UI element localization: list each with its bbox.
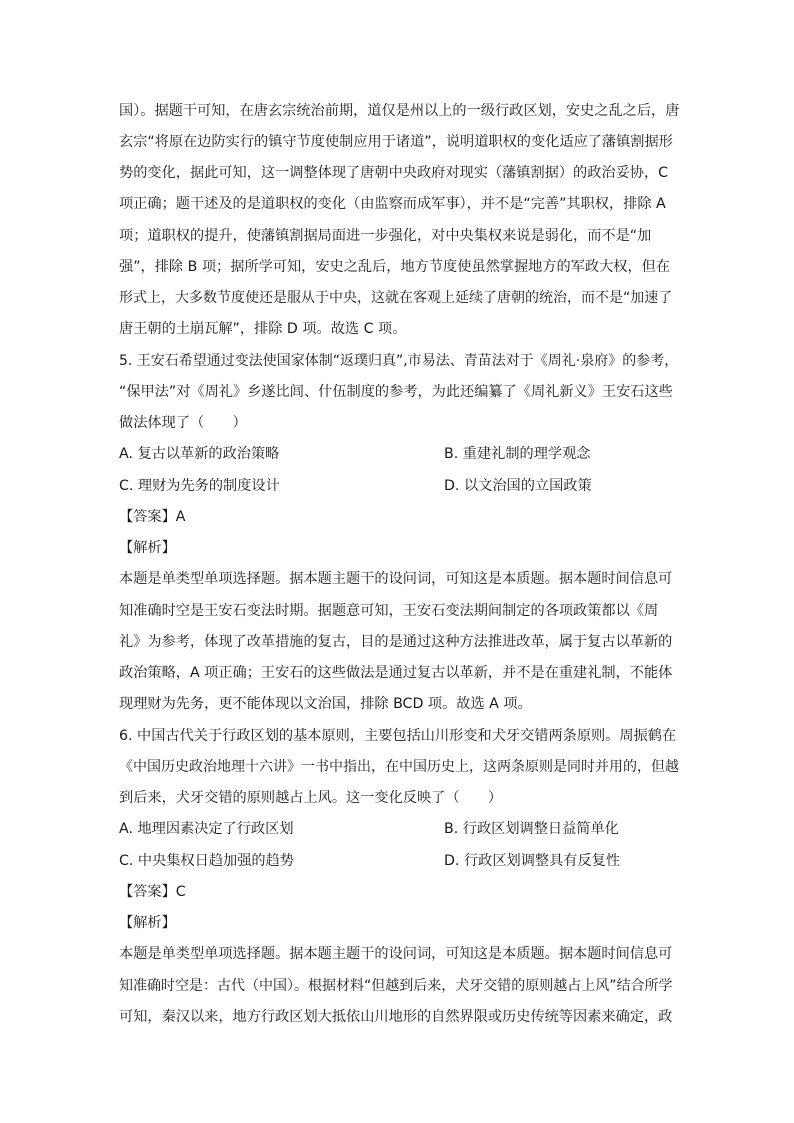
q5-analysis-line-5: 现理财为先务，更不能体现以文治国，排除 BCD 项。故选 A 项。: [119, 696, 532, 712]
q5-analysis-line-4: 政治策略，A 项正确；王安石的这些做法是通过复古以革新，并不是在重建礼制，不能体: [119, 665, 673, 681]
intro-line-8: 唐王朝的土崩瓦解”，排除 D 项。故选 C 项。: [119, 321, 407, 337]
q5-option-b: B. 重建礼制的理学观念: [444, 446, 591, 462]
q6-stem-line-2: 《中国历史政治地理十六讲》一书中指出，在中国历史上，这两条原则是同时并用的，但越: [119, 759, 679, 775]
intro-line-7: 形式上，大多数节度使还是服从于中央，这就在客观上延续了唐朝的统治，而不是“加速了: [119, 290, 673, 306]
q5-analysis-line-1: 本题是单类型单项选择题。据本题主题干的设问词，可知这是本质题。据本题时间信息可: [119, 571, 673, 587]
q5-stem-line-2: “保甲法”对《周礼》乡遂比闾、什伍制度的参考，为此还编纂了《周礼新义》王安石这些: [119, 384, 673, 400]
q6-analysis-line-3: 可知，秦汉以来，地方行政区划大抵依山川地形的自然界限或历史传统等因素来确定，政: [119, 1009, 673, 1025]
q6-stem-line-3: 到后来，犬牙交错的原则越占上风。这一变化反映了（ ）: [119, 790, 503, 806]
intro-line-3: 势的变化，据此可知，这一调整体现了唐朝中央政府对现实（藩镇割据）的政治妥协，C: [119, 165, 669, 181]
q5-answer: 【答案】A: [119, 509, 186, 525]
intro-line-4: 项正确；题干述及的是道职权的变化（由监察而成军事），并不是“完善”其职权，排除 A: [119, 196, 666, 212]
q6-analysis-line-2: 知准确时空是：古代（中国）。根据材料“但越到后来，犬牙交错的原则越占上风”结合所学: [119, 978, 673, 994]
q6-answer: 【答案】C: [119, 884, 186, 900]
q5-stem-line-3: 做法体现了（ ）: [119, 415, 247, 431]
q6-option-c: C. 中央集权日趋加强的趋势: [119, 853, 294, 869]
q5-stem-line-1: 5. 王安石希望通过变法使国家体制“返璞归真”,市易法、青苗法对于《周礼·泉府》的参考，: [119, 353, 679, 369]
q5-analysis-title: 【解析】: [119, 540, 176, 556]
q6-analysis-title: 【解析】: [119, 915, 176, 931]
q6-analysis-line-1: 本题是单类型单项选择题。据本题主题干的设问词，可知这是本质题。据本题时间信息可: [119, 946, 673, 962]
intro-line-1: 国）。据题干可知，在唐玄宗统治前期，道仅是州以上的一级行政区划，安史之乱之后，唐: [119, 103, 680, 119]
q6-option-d: D. 行政区划调整具有反复性: [444, 853, 621, 869]
q6-option-a: A. 地理因素决定了行政区划: [119, 821, 294, 837]
q5-option-d: D. 以文治国的立国政策: [444, 478, 592, 494]
intro-line-5: 项；道职权的提升，使藩镇割据局面进一步强化，对中央集权来说是弱化，而不是“加: [119, 228, 652, 244]
intro-line-2: 玄宗“将原在边防实行的镇守节度使制应用于诸道”，说明道职权的变化适应了藩镇割据形: [119, 134, 673, 150]
q5-analysis-line-3: 礼》为参考，体现了改革措施的复古，目的是通过这种方法推进改革，属于复古以革新的: [119, 634, 673, 650]
q6-option-b: B. 行政区划调整日益简单化: [444, 821, 619, 837]
q6-stem-line-1: 6. 中国古代关于行政区划的基本原则，主要包括山川形变和犬牙交错两条原则。周振鹤在: [119, 728, 677, 744]
q5-option-a: A. 复古以革新的政治策略: [119, 446, 280, 462]
q5-analysis-line-2: 知准确时空是王安石变法时期。据题意可知，王安石变法期间制定的各项政策都以《周: [119, 603, 659, 619]
intro-line-6: 强”，排除 B 项；据所学可知，安史之乱后，地方节度使虽然掌握地方的军政大权，但在: [119, 259, 671, 275]
q5-option-c: C. 理财为先务的制度设计: [119, 478, 280, 494]
